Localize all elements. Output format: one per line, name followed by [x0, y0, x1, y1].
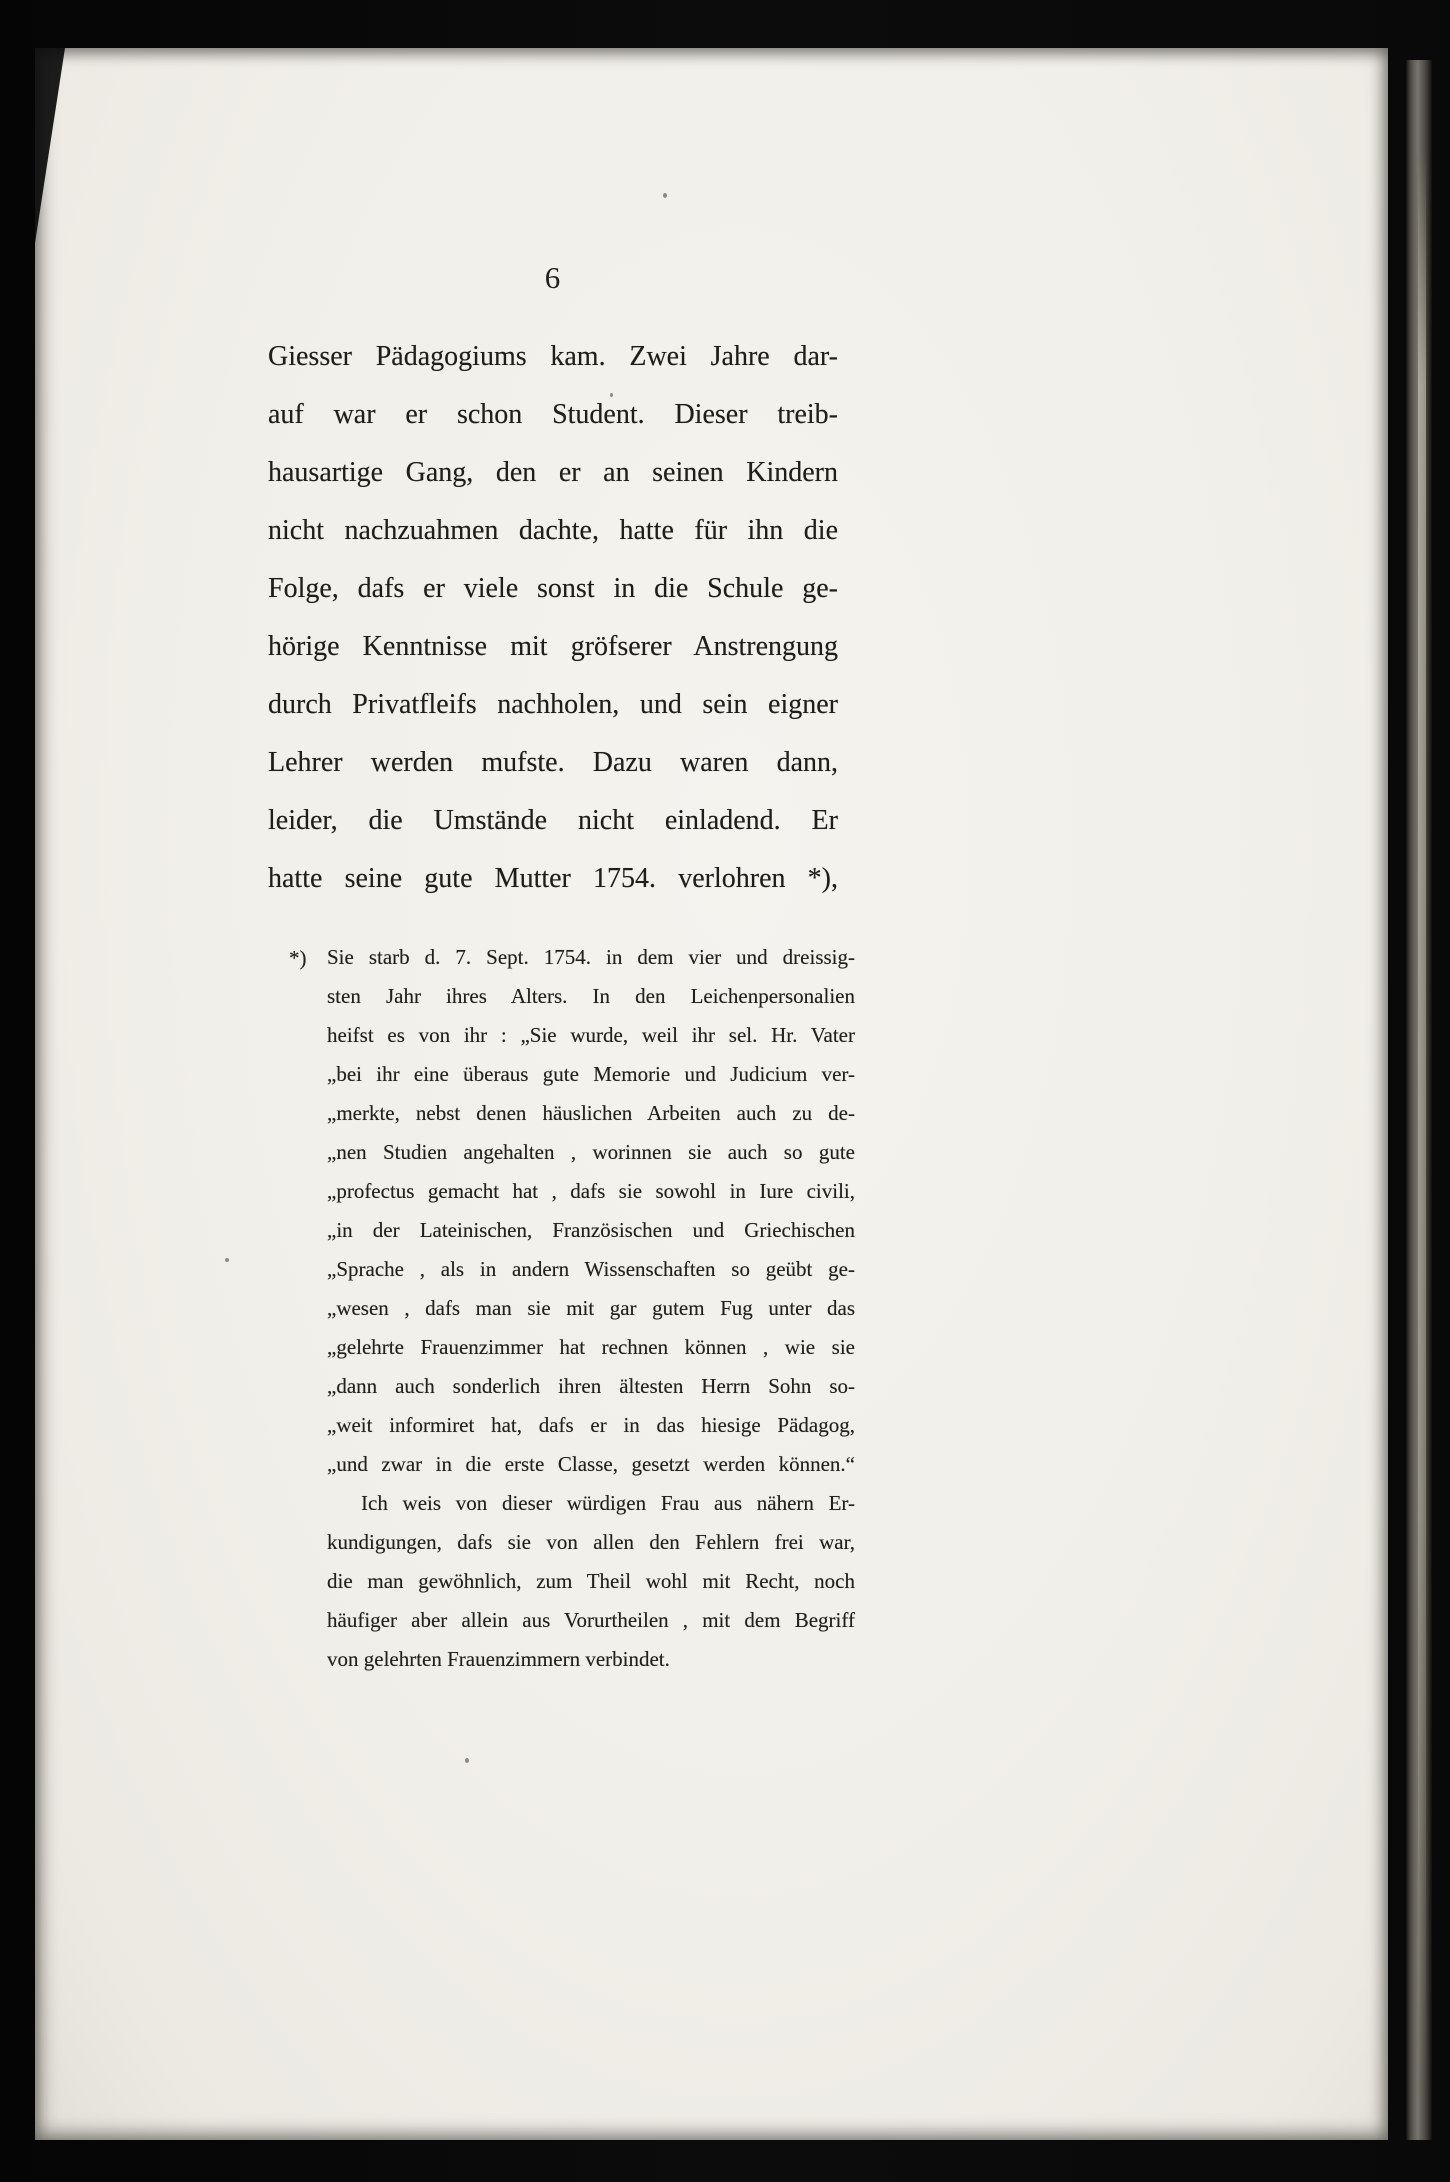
footnote-line: „Sprache , als in andern Wissenschaften so geübt ge-	[327, 1257, 855, 1281]
scan-speck	[465, 1758, 469, 1763]
text-line: hatte seine gute Mutter 1754. verlohren *),	[268, 863, 838, 894]
footnote-line: kundigungen, dafs sie von allen den Fehlern frei war,	[327, 1530, 855, 1554]
body-text	[268, 328, 838, 908]
footnote-line: sten Jahr ihres Alters. In den Leichenpersonalien	[327, 984, 855, 1008]
footnote-line: „wesen , dafs man sie mit gar gutem Fug unter das	[327, 1296, 855, 1320]
footnote-line: die man gewöhnlich, zum Theil wohl mit Recht, noch	[327, 1569, 855, 1593]
footnote-line: häufiger aber allein aus Vorurtheilen , mit dem Begriff	[327, 1608, 855, 1632]
footnote-marker: *)	[289, 946, 307, 970]
footnote-line: „merkte, nebst denen häuslichen Arbeiten auch zu de-	[327, 1101, 855, 1125]
text-line: hausartige Gang, den er an seinen Kindern	[268, 457, 838, 488]
page-number: 6	[544, 260, 562, 295]
scanned-page	[35, 48, 1388, 2140]
text-line: leider, die Umstände nicht einladend. Er	[268, 805, 838, 836]
footnote-line: „weit informiret hat, dafs er in das hiesige Pädagog,	[327, 1413, 855, 1437]
text-line: auf war er schon Student. Dieser treib-	[268, 399, 838, 430]
text-line: Lehrer werden mufste. Dazu waren dann,	[268, 747, 838, 778]
footnote-line: heifst es von ihr : „Sie wurde, weil ihr sel. Hr. Vater	[327, 1023, 855, 1047]
text-line: Folge, dafs er viele sonst in die Schule ge-	[268, 573, 838, 604]
footnote-line: „profectus gemacht hat , dafs sie sowohl in Iure civili,	[327, 1179, 855, 1203]
footnote-line: Ich weis von dieser würdigen Frau aus nähern Er-	[361, 1491, 855, 1515]
scan-speck	[225, 1258, 229, 1262]
adjacent-page-edge-highlight	[1418, 150, 1426, 2100]
text-line: Giesser Pädagogiums kam. Zwei Jahre dar-	[268, 341, 838, 372]
scan-speck	[663, 193, 667, 198]
footnote-line: „nen Studien angehalten , worinnen sie auch so gute	[327, 1140, 855, 1164]
text-line: durch Privatfleifs nachholen, und sein eigner	[268, 689, 838, 720]
footnote-line: „gelehrte Frauenzimmer hat rechnen können , wie sie	[327, 1335, 855, 1359]
footnote-line: „und zwar in die erste Classe, gesetzt werden können.“	[327, 1452, 855, 1476]
page-corner-fold	[35, 48, 65, 243]
footnote-line: von gelehrten Frauenzimmern verbindet.	[327, 1647, 670, 1671]
scan-speck	[610, 393, 613, 397]
footnote-line: „in der Lateinischen, Französischen und Griechischen	[327, 1218, 855, 1242]
footnote	[289, 938, 855, 1679]
text-line: nicht nachzuahmen dachte, hatte für ihn die	[268, 515, 838, 546]
footnote-line: „dann auch sonderlich ihren ältesten Herrn Sohn so-	[327, 1374, 855, 1398]
footnote-line: „bei ihr eine überaus gute Memorie und Judicium ver-	[327, 1062, 855, 1086]
footnote-line: Sie starb d. 7. Sept. 1754. in dem vier und dreissig-	[327, 945, 855, 969]
text-line: hörige Kenntnisse mit gröfserer Anstrengung	[268, 631, 838, 662]
